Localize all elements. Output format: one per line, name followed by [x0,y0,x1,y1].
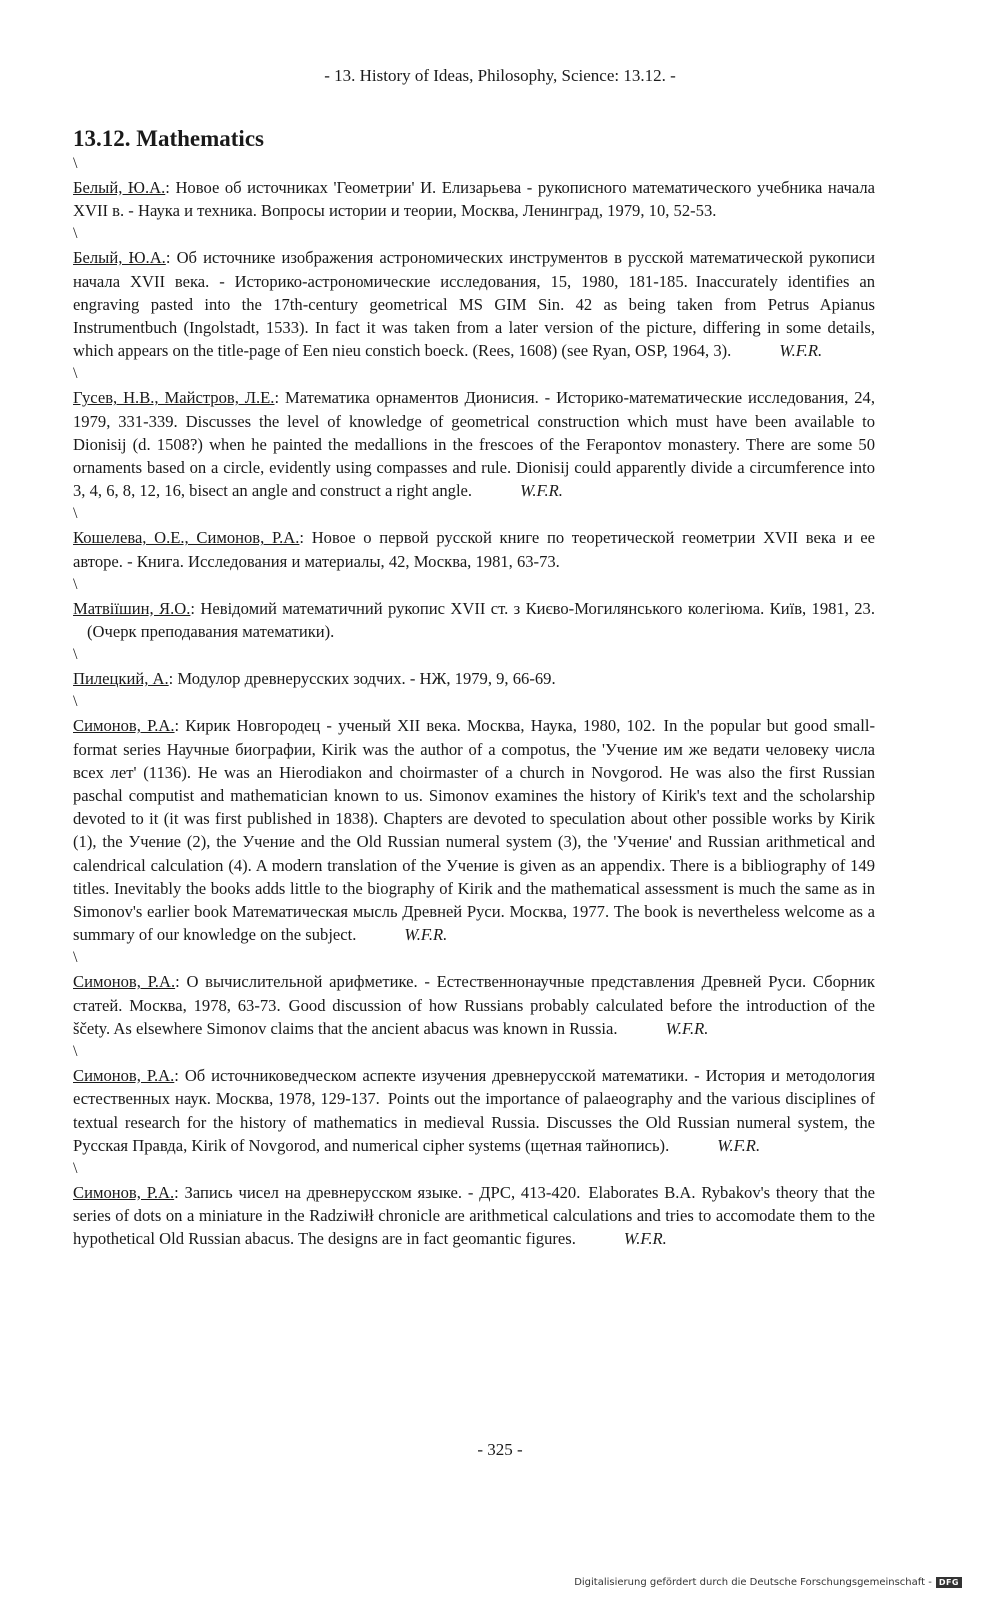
entry-separator: \ [73,693,78,711]
bibliography-entry [73,1181,875,1251]
entry-separator: \ [73,1159,78,1177]
entry-separator: \ [73,575,78,593]
bibliography-entry [73,526,875,572]
entry-reviewer: W.F.R. [520,481,563,501]
entry-citation: : Запись чисел на древнерусском языке. - ДРС, 413-420. [174,1182,581,1202]
bibliography-entry [73,1064,875,1157]
bibliography-entry [73,714,875,946]
entry-citation: : Новое об источниках 'Геометрии' И. Елизарьева - рукописного математического учебника начала XVII в. - Наука и техника. Вопросы истории и теории, Москва, Ленинград, 1979, 10, 52-53. [73,178,875,221]
entry-citation: : Об источниковедческом аспекте изучения древнерусской математики. - История и методология естественных наук. Москва, 1978, 129-137. [73,1066,875,1109]
entry-reviewer: W.F.R. [717,1135,761,1155]
entry-separator: \ [73,1043,78,1061]
dfg-logo-icon: DFG [936,1577,962,1588]
entry-separator: \ [73,949,78,967]
entry-citation: : Невідомий математичний рукопис XVII ст. з Києво-Могилянського колегіюма. Київ, 1981, 23. [190,598,875,618]
entry-author: Симонов, Р.А. [73,1066,175,1086]
page-number: - 325 - [477,1440,523,1459]
entry-annotation: Good discussion of how Russians probably calculated before the introduction of the ščety. As elsewhere Simonov claims that the ancient abacus was known in Russia. [73,995,875,1038]
entry-separator: \ [73,365,78,383]
bibliography-entry [73,597,875,643]
bibliography-entry [73,246,875,362]
bibliography-list [73,152,875,1251]
entry-author: Матвіїшин, Я.О. [73,598,191,618]
bibliography-entry [73,386,875,502]
entry-author: Симонов, Р.А. [73,972,176,992]
bibliography-entry [73,176,875,222]
entry-reviewer: W.F.R. [779,341,823,361]
entry-reviewer: W.F.R. [623,1229,667,1249]
running-head: - 13. History of Ideas, Philosophy, Science: 13.12. - [324,66,676,85]
entry-reviewer: W.F.R. [665,1018,709,1038]
entry-author: Симонов, Р.А. [73,1182,175,1202]
entry-annotation: In the popular but good small-format series Научные биографии, Kirik was the author of a compotus, the 'Учение им же ведати человеку числа всех лет' (1136). He was an Hierodiakon and choirmaster of a church in Novgorod. He was also the first Russian paschal computist and mathematician known to us. Simonov examines the history of Kirik's text and the scholarship devoted to it (it was first published in 1838). Chapters are devoted to speculation about other possible works by Kirik (1), the Учение (2), the Учение and the Old Russian numeral system (3), the 'Учение' and Russian arithmetical and calendrical calculation (4). A modern translation of the Учение is given as an appendix. There is a bibliography of 149 titles. Inevitably the books adds little to the biography of Kirik and the mathematical assessment is much the same as in Simonov's earlier book Математическая мысль Древней Руси. Москва, 1977. The book is nevertheless welcome as a summary of our knowledge on the subject. [73,716,875,945]
entry-author: Кошелева, О.Е., Симонов, Р.А. [73,528,300,548]
entry-citation: : Математика орнаментов Дионисия. - Историко-математические исследования, 24, 1979, 331-339. [73,388,876,431]
entry-separator: \ [73,646,78,664]
entry-author: Пилецкий, А. [73,669,169,689]
funding-footer [574,1577,962,1588]
entry-separator: \ [73,225,78,243]
entry-annotation: Discusses the level of knowledge of geometrical construction which must have been available to Dionisij (d. 1508?) when he painted the medallions in the frescoes of the Ferapontov monastery. There are some 50 ornaments based on a circle, evidently using compasses and rule. Dionisij could apparently divide a circumference into 3, 4, 6, 8, 12, 16, bisect an angle and construct a right angle. [73,411,875,501]
entry-author: Гусев, Н.В., Майстров, Л.Е. [73,388,275,408]
entry-separator: \ [73,505,78,523]
entry-reviewer: W.F.R. [404,925,448,945]
entry-citation: : О вычислительной арифметике. - Естественнонаучные представления Древней Руси. Сборник статей. Москва, 1978, 63-73. [73,972,875,1015]
bibliography-entry [73,667,875,690]
entry-citation: : Об источнике изображения астрономических инструментов в русской математической рукописи начала XVII века. - Историко-астрономические исследования, 15, 1980, 181-185. [73,248,875,291]
bibliography-entry [73,970,875,1040]
entry-author: Белый, Ю.А. [73,178,166,197]
entry-annotation: Inaccurately identifies an engraving pasted into the 17th-century geometrical MS GIM Sin. 42 as being taken from Petrus Apianus Instrumentbuch (Ingolstadt, 1533). In fact it was taken from a later version of the picture, differing in some details, which appears on the title-page of Een nieu constich boeck. (Rees, 1608) (see Ryan, OSP, 1964, 3). [73,271,875,361]
section-title: 13.12. Mathematics [73,126,264,151]
entry-citation: : Новое о первой русской книге по теоретической геометрии XVII века и ее авторе. - Книга. Исследования и материалы, 42, Москва, 1981, 63-73. [73,528,876,571]
entry-annotation: Points out the importance of palaeography and the various disciplines of textual research for the history of mathematics in medieval Russia. Discusses the Old Russian numeral system, the Русская Правда, Kirik of Novgorod, and numerical cipher systems (щетная тайнопись). [73,1089,875,1155]
entry-author: Белый, Ю.А. [73,248,166,268]
footer-text: Digitalisierung gefördert durch die Deutsche Forschungsgemeinschaft - [574,1577,932,1588]
entry-separator: \ [73,155,78,172]
entry-citation: : Кирик Новгородец - ученый XII века. Москва, Наука, 1980, 102. [174,716,656,736]
entry-annotation: (Очерк преподавания математики). [87,622,335,642]
entry-author: Симонов, Р.А. [73,716,175,736]
entry-annotation: Elaborates B.A. Rybakov's theory that the series of dots on a miniature in the Radziwiłł chronicle are arithmetical calculations and tries to accomodate them to the hypothetical Old Russian abacus. The designs are in fact geomantic figures. [73,1182,875,1249]
entry-citation: : Модулор древнерусских зодчих. - НЖ, 1979, 9, 66-69. [168,669,556,689]
